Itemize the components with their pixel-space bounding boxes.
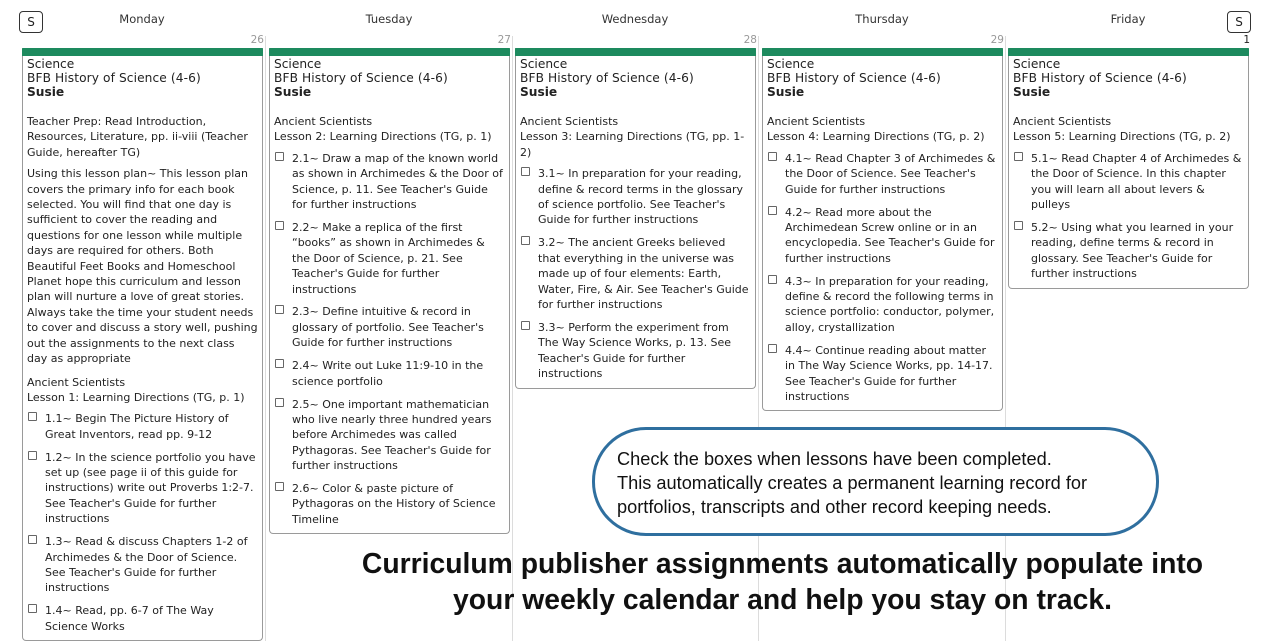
task-item bbox=[520, 235, 751, 312]
task-text: 4.1~ Read Chapter 3 of Archimedes & the Door of Science. See Teacher's Guide for further instructions bbox=[785, 151, 996, 196]
task-list bbox=[767, 151, 998, 405]
day-header-wednesday: Wednesday bbox=[601, 12, 669, 26]
task-text: 2.5~ One important mathematician who live nearly three hundred years before Archimedes was called Pythagoras. See Teacher's Guide for further instructions bbox=[292, 397, 492, 473]
completion-callout bbox=[592, 427, 1159, 536]
card-accent-bar bbox=[1008, 48, 1249, 56]
task-item bbox=[274, 151, 505, 213]
task-list bbox=[274, 151, 505, 527]
task-text: 1.3~ Read & discuss Chapters 1-2 of Archimedes & the Door of Science. See Teacher's Guide for further instructions bbox=[45, 535, 248, 595]
task-checkbox[interactable] bbox=[768, 275, 777, 284]
task-checkbox[interactable] bbox=[275, 152, 284, 161]
task-item bbox=[274, 358, 505, 389]
task-checkbox[interactable] bbox=[275, 305, 284, 314]
callout-line: portfolios, transcripts and other record keeping needs. bbox=[617, 497, 1052, 517]
card-subject: Science bbox=[27, 57, 75, 71]
task-checkbox[interactable] bbox=[275, 398, 284, 407]
promo-headline bbox=[290, 545, 1275, 617]
callout-line: Check the boxes when lessons have been completed. bbox=[617, 449, 1052, 469]
task-item bbox=[27, 603, 258, 634]
task-text: 5.2~ Using what you learned in your reading, define terms & record in glossary. See Teacher's Guide for further instructions bbox=[1031, 220, 1234, 281]
unit-title: Ancient Scientists bbox=[27, 375, 126, 389]
card-course: BFB History of Science (4-6) bbox=[27, 70, 201, 85]
lesson-plan-intro: Using this lesson plan~ This lesson plan covers the primary info for each book selected. You will find that one day is sufficient to cover the reading and questions for one lesson while multiple days are required for others. Both Beautiful Feet Books and Homeschool Planet hope this curriculum and lesson plan will nurture a love of great stories. Always take the time your student needs to cover and discuss a story well, pushing out the assignments to the next class day as appropriate bbox=[27, 167, 258, 366]
task-checkbox[interactable] bbox=[1014, 152, 1023, 161]
card-course: BFB History of Science (4-6) bbox=[1013, 70, 1187, 85]
card-course: BFB History of Science (4-6) bbox=[767, 70, 941, 85]
task-item bbox=[767, 343, 998, 405]
task-text: 3.1~ In preparation for your reading, define & record terms in the glossary of science portfolio. See Teacher's Guide for further instructions bbox=[538, 167, 744, 227]
task-item bbox=[1013, 220, 1244, 282]
unit-title: Ancient Scientists bbox=[767, 115, 866, 128]
task-checkbox[interactable] bbox=[521, 321, 530, 330]
task-item bbox=[520, 166, 751, 228]
day-header-tuesday: Tuesday bbox=[365, 12, 413, 26]
lesson-card-friday[interactable] bbox=[1008, 48, 1249, 289]
task-checkbox[interactable] bbox=[521, 236, 530, 245]
task-checkbox[interactable] bbox=[275, 482, 284, 491]
task-text: 4.2~ Read more about the Archimedean Screw online or in an encyclopedia. See Teacher's Guide for further instructions bbox=[785, 205, 995, 265]
day-header-thursday: Thursday bbox=[855, 12, 909, 26]
task-checkbox[interactable] bbox=[28, 604, 37, 613]
teacher-prep-note: Teacher Prep: Read Introduction, Resources, Literature, pp. ii-viii (Teacher Guide, hereafter TG) bbox=[27, 115, 248, 159]
task-item bbox=[27, 534, 258, 596]
task-text: 3.2~ The ancient Greeks believed that everything in the universe was made up of four elements: Earth, Water, Fire, & Air. See Teacher's Guide for further instructions bbox=[538, 236, 749, 311]
task-text: 2.4~ Write out Luke 11:9-10 in the science portfolio bbox=[292, 359, 484, 388]
task-checkbox[interactable] bbox=[521, 167, 530, 176]
task-item bbox=[520, 320, 751, 382]
task-item bbox=[767, 274, 998, 336]
headline-line: your weekly calendar and help you stay on track. bbox=[453, 583, 1112, 615]
card-accent-bar bbox=[515, 48, 756, 56]
headline-line: Curriculum publisher assignments automatically populate into bbox=[361, 547, 1204, 579]
card-student: Susie bbox=[274, 85, 312, 99]
day-number-tuesday: 27 bbox=[497, 34, 511, 46]
day-number-friday: 1 bbox=[1243, 34, 1250, 46]
unit-title: Ancient Scientists bbox=[274, 115, 373, 128]
card-subject: Science bbox=[767, 57, 815, 71]
lesson-card-wednesday[interactable] bbox=[515, 48, 756, 389]
card-student: Susie bbox=[27, 85, 65, 99]
day-number-monday: 26 bbox=[250, 34, 264, 46]
task-text: 3.3~ Perform the experiment from The Way Science Works, p. 13. See Teacher's Guide for further instructions bbox=[538, 320, 732, 381]
task-text: 4.3~ In preparation for your reading, define & record the following terms in science portfolio: conductor, polymer, alloy, crystallization bbox=[785, 274, 995, 334]
day-header-friday: Friday bbox=[1110, 12, 1146, 26]
task-list bbox=[520, 166, 751, 381]
lesson-title: Lesson 3: Learning Directions (TG, pp. 1-2) bbox=[520, 130, 745, 159]
task-text: 2.2~ Make a replica of the first “books” as shown in Archimedes & the Door of Science, p. 21. See Teacher's Guide for further instructions bbox=[292, 220, 485, 296]
task-list bbox=[27, 411, 258, 634]
task-item bbox=[274, 220, 505, 297]
day-header-monday: Monday bbox=[119, 12, 165, 26]
task-text: 4.4~ Continue reading about matter in The Way Science Works, pp. 14-17. See Teacher's Guide for further instructions bbox=[785, 343, 993, 403]
task-text: 1.2~ In the science portfolio you have set up (see page ii of this guide for instructions) write out Proverbs 1:2-7. See Teacher's Guide for further instructions bbox=[45, 450, 256, 526]
task-item bbox=[767, 205, 998, 267]
task-checkbox[interactable] bbox=[28, 535, 37, 544]
task-text: 2.6~ Color & paste picture of Pythagoras on the History of Science Timeline bbox=[292, 482, 496, 526]
task-item bbox=[274, 397, 505, 474]
task-text: 5.1~ Read Chapter 4 of Archimedes & the Door of Science. In this chapter you will learn all about levers & pulleys bbox=[1031, 151, 1242, 212]
task-text: 2.3~ Define intuitive & record in glossary of portfolio. See Teacher's Guide for further instructions bbox=[292, 305, 484, 350]
card-course: BFB History of Science (4-6) bbox=[274, 70, 448, 85]
task-checkbox[interactable] bbox=[768, 152, 777, 161]
card-subject: Science bbox=[1013, 57, 1061, 71]
card-student: Susie bbox=[520, 85, 558, 99]
card-student: Susie bbox=[1013, 85, 1051, 99]
sunday-toggle-button[interactable]: S bbox=[1227, 11, 1251, 33]
card-accent-bar bbox=[269, 48, 510, 56]
card-subject: Science bbox=[274, 57, 322, 71]
saturday-toggle-button[interactable]: S bbox=[19, 11, 43, 33]
task-checkbox[interactable] bbox=[28, 451, 37, 460]
card-subject: Science bbox=[520, 57, 568, 71]
lesson-card-tuesday[interactable] bbox=[269, 48, 510, 534]
task-checkbox[interactable] bbox=[768, 344, 777, 353]
task-list bbox=[1013, 151, 1244, 282]
lesson-card-monday[interactable] bbox=[22, 48, 263, 641]
task-item bbox=[1013, 151, 1244, 213]
task-text: 1.1~ Begin The Picture History of Great Inventors, read pp. 9-12 bbox=[45, 412, 229, 441]
card-student: Susie bbox=[767, 85, 805, 99]
card-course: BFB History of Science (4-6) bbox=[520, 70, 694, 85]
task-text: 1.4~ Read, pp. 6-7 of The Way Science Works bbox=[45, 604, 214, 633]
task-checkbox[interactable] bbox=[275, 221, 284, 230]
callout-line: This automatically creates a permanent learning record for bbox=[617, 473, 1088, 493]
card-accent-bar bbox=[22, 48, 263, 56]
lesson-title: Lesson 5: Learning Directions (TG, p. 2) bbox=[1013, 130, 1231, 144]
task-item bbox=[27, 411, 258, 442]
column-divider bbox=[265, 36, 266, 641]
day-number-thursday: 29 bbox=[990, 34, 1004, 46]
lesson-card-thursday[interactable] bbox=[762, 48, 1003, 411]
task-text: 2.1~ Draw a map of the known world as shown in Archimedes & the Door of Science, p. 11. See Teacher's Guide for further instructions bbox=[292, 151, 503, 212]
task-item bbox=[767, 151, 998, 197]
task-checkbox[interactable] bbox=[275, 359, 284, 368]
card-accent-bar bbox=[762, 48, 1003, 56]
task-checkbox[interactable] bbox=[1014, 221, 1023, 230]
day-number-wednesday: 28 bbox=[743, 34, 757, 46]
lesson-title: Lesson 2: Learning Directions (TG, p. 1) bbox=[274, 130, 492, 144]
lesson-title: Lesson 4: Learning Directions (TG, p. 2) bbox=[767, 130, 985, 144]
unit-title: Ancient Scientists bbox=[1013, 115, 1112, 128]
unit-title: Ancient Scientists bbox=[520, 115, 619, 128]
task-item bbox=[274, 304, 505, 350]
task-checkbox[interactable] bbox=[28, 412, 37, 421]
task-item bbox=[274, 481, 505, 527]
lesson-title: Lesson 1: Learning Directions (TG, p. 1) bbox=[27, 390, 245, 404]
task-item bbox=[27, 450, 258, 527]
task-checkbox[interactable] bbox=[768, 206, 777, 215]
